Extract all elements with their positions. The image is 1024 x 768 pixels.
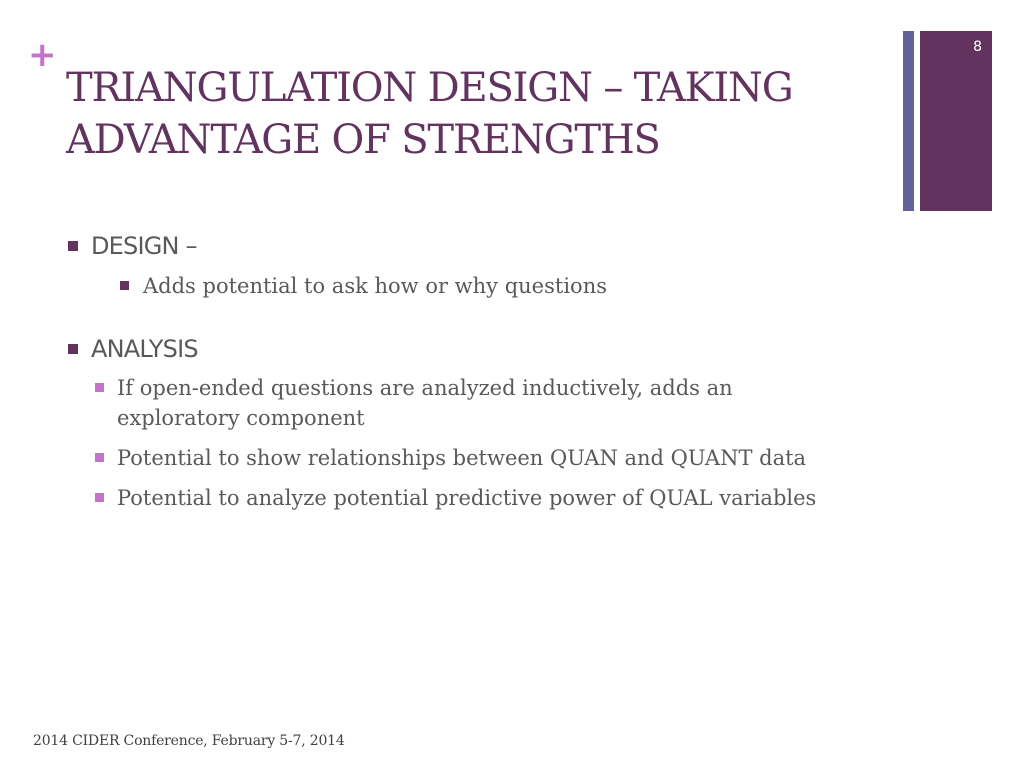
list-item bbox=[95, 483, 895, 513]
slide-title: TRIANGULATION DESIGN – TAKING ADVANTAGE OF STRENGTHS bbox=[66, 65, 793, 163]
square-bullet-icon bbox=[120, 281, 129, 290]
square-bullet-icon bbox=[95, 453, 104, 462]
plus-icon: + bbox=[28, 35, 57, 75]
slide-number-container bbox=[920, 39, 992, 55]
accent-bar-thin bbox=[903, 31, 914, 211]
list-item-analysis bbox=[68, 335, 198, 363]
square-bullet-icon bbox=[95, 493, 104, 502]
section-heading-design: DESIGN – bbox=[91, 232, 197, 260]
square-bullet-icon bbox=[95, 383, 104, 392]
square-bullet-icon bbox=[68, 344, 78, 354]
footer-text: 2014 CIDER Conference, February 5-7, 2014 bbox=[33, 733, 345, 749]
list-item bbox=[120, 271, 607, 301]
list-item-text: Potential to show relationships between QUAN and QUANT data bbox=[117, 446, 807, 470]
square-bullet-icon bbox=[68, 241, 78, 251]
accent-bar-block bbox=[920, 31, 992, 211]
list-item-text: If open-ended questions are analyzed inductively, adds an exploratory component bbox=[117, 376, 733, 430]
slide-number: 8 bbox=[973, 39, 982, 55]
list-item-text: Adds potential to ask how or why questions bbox=[143, 274, 607, 298]
list-item bbox=[95, 373, 895, 433]
list-item-text: Potential to analyze potential predictive power of QUAL variables bbox=[117, 486, 817, 510]
list-item bbox=[95, 443, 895, 473]
list-item-design bbox=[68, 232, 197, 260]
section-heading-analysis: ANALYSIS bbox=[91, 335, 198, 363]
